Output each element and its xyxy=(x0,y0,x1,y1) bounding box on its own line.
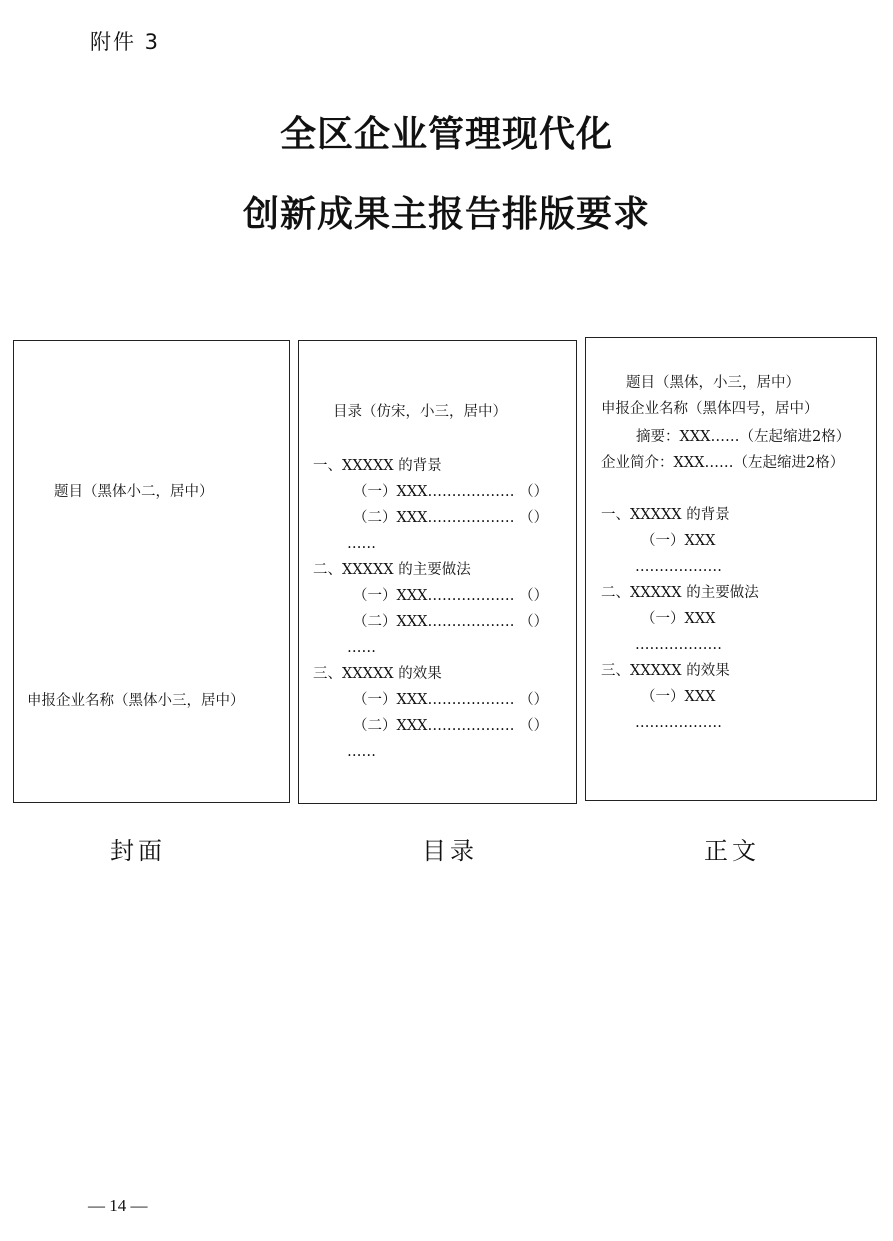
toc-section-3-more: …… xyxy=(347,744,376,760)
body-section-2-dots: ……………… xyxy=(635,637,722,653)
document-title-line-2: 创新成果主报告排版要求 xyxy=(242,194,650,235)
cover-page-box xyxy=(13,340,290,803)
body-intro-text: 企业简介：XXX……（左起缩进2格） xyxy=(601,455,845,471)
body-title-text: 题目（黑体，小三，居中） xyxy=(626,375,800,391)
toc-heading: 目录（仿宋，小三，居中） xyxy=(333,404,507,420)
body-section-1-dots: ……………… xyxy=(635,559,722,575)
toc-caption: 目录 xyxy=(422,837,478,865)
toc-section-1-item-1: （一）XXX……………… （） xyxy=(353,484,549,500)
body-abstract-text: 摘要：XXX……（左起缩进2格） xyxy=(636,429,851,445)
toc-page-box xyxy=(298,340,577,804)
attachment-label: 附件 3 xyxy=(90,30,161,54)
body-section-2: 二、XXXXX 的主要做法 xyxy=(601,585,759,601)
body-section-2-item-1: （一）XXX xyxy=(641,611,716,627)
toc-section-2-more: …… xyxy=(347,640,376,656)
body-section-3: 三、XXXXX 的效果 xyxy=(601,663,730,679)
toc-section-1-item-2: （二）XXX……………… （） xyxy=(353,510,549,526)
page-number: — 14 — xyxy=(88,1196,148,1215)
toc-section-2: 二、XXXXX 的主要做法 xyxy=(313,562,471,578)
cover-title-text: 题目（黑体小二，居中） xyxy=(54,484,214,500)
body-section-1: 一、XXXXX 的背景 xyxy=(601,507,730,523)
toc-section-3-item-1: （一）XXX……………… （） xyxy=(353,692,549,708)
toc-section-1: 一、XXXXX 的背景 xyxy=(313,458,442,474)
body-section-3-dots: ……………… xyxy=(635,715,722,731)
cover-caption: 封面 xyxy=(110,837,166,865)
body-section-3-item-1: （一）XXX xyxy=(641,689,716,705)
toc-section-3: 三、XXXXX 的效果 xyxy=(313,666,442,682)
body-page-box xyxy=(585,337,877,801)
cover-company-text: 申报企业名称（黑体小三，居中） xyxy=(27,693,245,709)
toc-section-1-more: …… xyxy=(347,536,376,552)
body-section-1-item-1: （一）XXX xyxy=(641,533,716,549)
toc-section-3-item-2: （二）XXX……………… （） xyxy=(353,718,549,734)
toc-section-2-item-1: （一）XXX……………… （） xyxy=(353,588,549,604)
body-company-text: 申报企业名称（黑体四号，居中） xyxy=(601,401,819,417)
body-caption: 正文 xyxy=(704,837,760,865)
document-title-line-1: 全区企业管理现代化 xyxy=(279,114,613,155)
toc-section-2-item-2: （二）XXX……………… （） xyxy=(353,614,549,630)
